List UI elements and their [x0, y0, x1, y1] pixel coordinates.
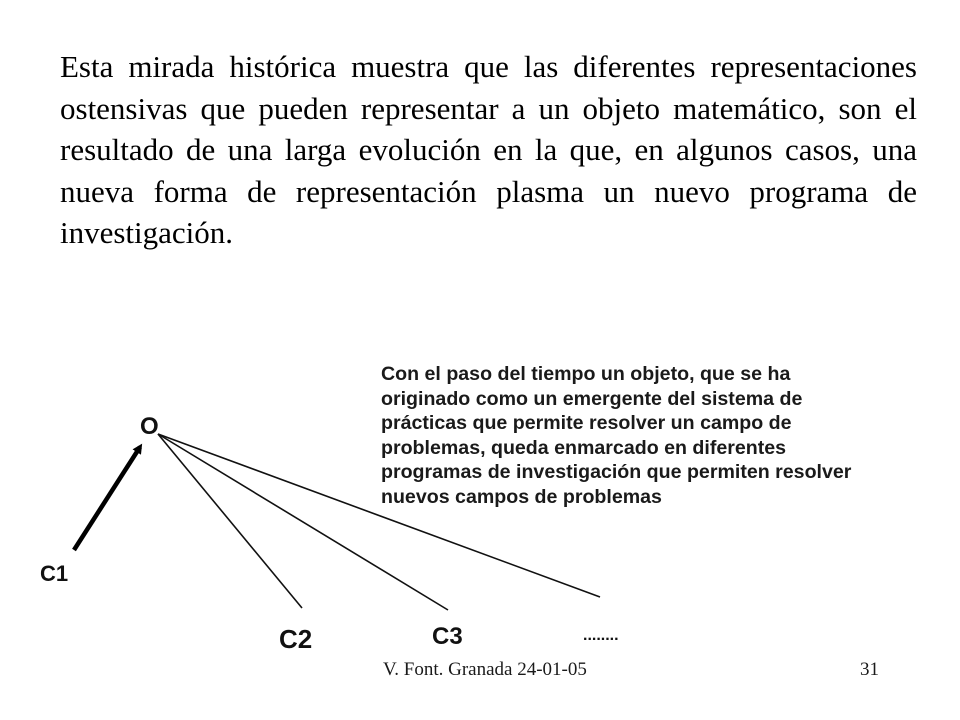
caption-line: programas de investigación que permiten resolver — [381, 461, 852, 483]
body-paragraph: Esta mirada histórica muestra que las diferentes representaciones ostensivas que pueden representar a un objeto matemático, son el resultado de una larga evolución en la que, en algunos casos, una nueva forma de representación plasma un nuevo programa de investigación. — [60, 49, 917, 250]
c1-label: C1 — [40, 561, 69, 586]
c2-label: C2 — [279, 624, 313, 654]
ellipsis-label: ........ — [583, 627, 619, 644]
object-label: O — [140, 413, 159, 440]
caption-line: Con el paso del tiempo un objeto, que se ha — [381, 363, 791, 385]
c3-label: C3 — [432, 623, 463, 650]
footer-author-date: V. Font. Granada 24-01-05 — [383, 660, 587, 678]
c1-to-object-arrow — [74, 447, 140, 550]
diagram-caption — [381, 362, 926, 509]
caption-line: problemas, queda enmarcado en diferentes — [381, 436, 787, 459]
caption-line: originado como un emergente del sistema de — [381, 387, 803, 410]
caption-line: nuevos campos de problemas — [381, 485, 662, 508]
page-number: 31 — [860, 660, 879, 678]
caption-line: prácticas que permite resolver un campo de — [381, 412, 792, 434]
